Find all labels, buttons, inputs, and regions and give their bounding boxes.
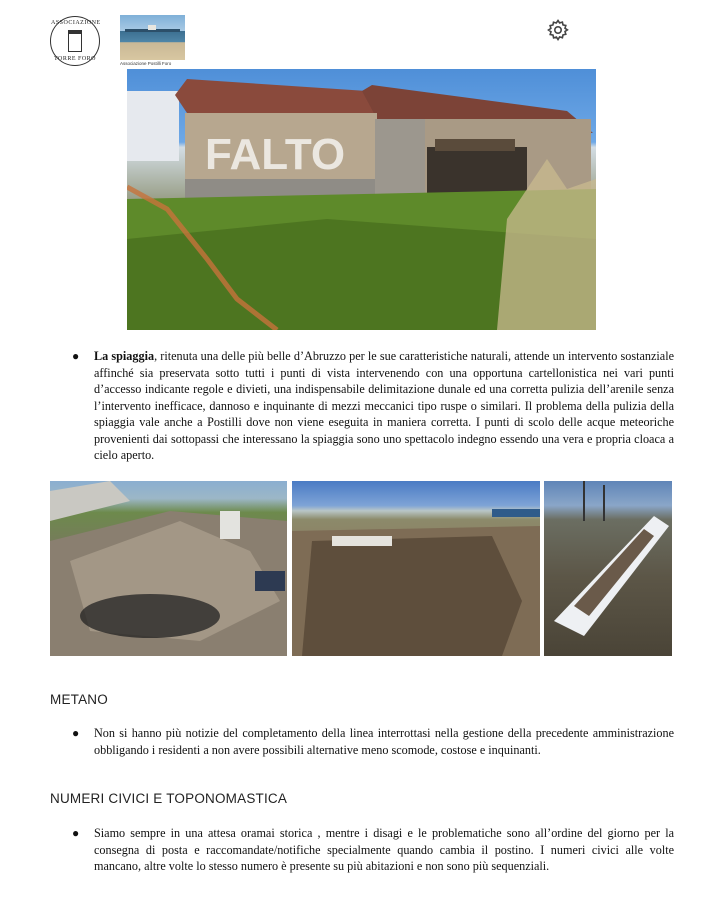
- spiaggia-paragraph: [94, 348, 674, 464]
- bullet-icon: ●: [72, 726, 80, 740]
- logo-text-top: ASSOCIAZIONE: [51, 20, 101, 26]
- beach-debris-photo: [292, 481, 540, 656]
- logo-text-bottom: TORRE FORO: [53, 56, 97, 62]
- tower-icon: [68, 30, 82, 52]
- spiaggia-bold-lead: La spiaggia: [94, 349, 155, 363]
- metano-paragraph: Non si hanno più notizie del completamento della linea interrottasi nella gestione della precedente amministrazione obbligando i residenti a non avere possibili alternative meno scomode, costose e inquinanti.: [94, 726, 674, 757]
- abandoned-boat-photo: [544, 481, 672, 656]
- numeri-civici-paragraph: Siamo sempre in una attesa oramai storica , mentre i disagi e le problematiche sono all’ordine del giorno per la consegna di posta e raccomandate/notifiche specialmente quando cambia il postino. I numeri civici alle volte mancano, altre volte lo stesso numero è presente su più abitazioni e non sono più sequenziali.: [94, 826, 674, 873]
- gear-icon[interactable]: [546, 18, 570, 42]
- thumbnail-caption: Associazione Postilli Foro: [120, 61, 172, 66]
- association-logo: [50, 16, 100, 66]
- header-thumbnail-image: [120, 15, 185, 60]
- abandoned-building-photo: [127, 69, 596, 330]
- building-graffiti-text: FALTO: [205, 130, 346, 179]
- numeri-civici-heading: NUMERI CIVICI E TOPONOMASTICA: [50, 791, 288, 806]
- metano-heading: METANO: [50, 692, 108, 707]
- spiaggia-text: , ritenuta una delle più belle d’Abruzzo per le sue caratteristiche naturali, attende un intervento sostanziale affinché sia preservata sotto tutti i punti di vista intervenendo con una opportuna cartellonistica nei vari punti d’accesso indicante regole e divieti, una indispensabile delimitazione dunale ed una corretta pulizia dell’arenile senza l’intervento inefficace, dannoso e inquinante di mezzi meccanici tipo ruspe o similari. Il problema della pulizia della spiaggia vale anche a Postilli dove non viene eseguita in maniera corretta. I punti di scolo delle acque meteoriche provenienti dai sottopassi che interessano la spiaggia sono uno spettacolo indegno essendo una vera e propria cloaca a cielo aperto.: [94, 349, 674, 462]
- bullet-icon: ●: [72, 826, 80, 840]
- bullet-icon: ●: [72, 349, 80, 363]
- dumped-waste-photo: [50, 481, 287, 656]
